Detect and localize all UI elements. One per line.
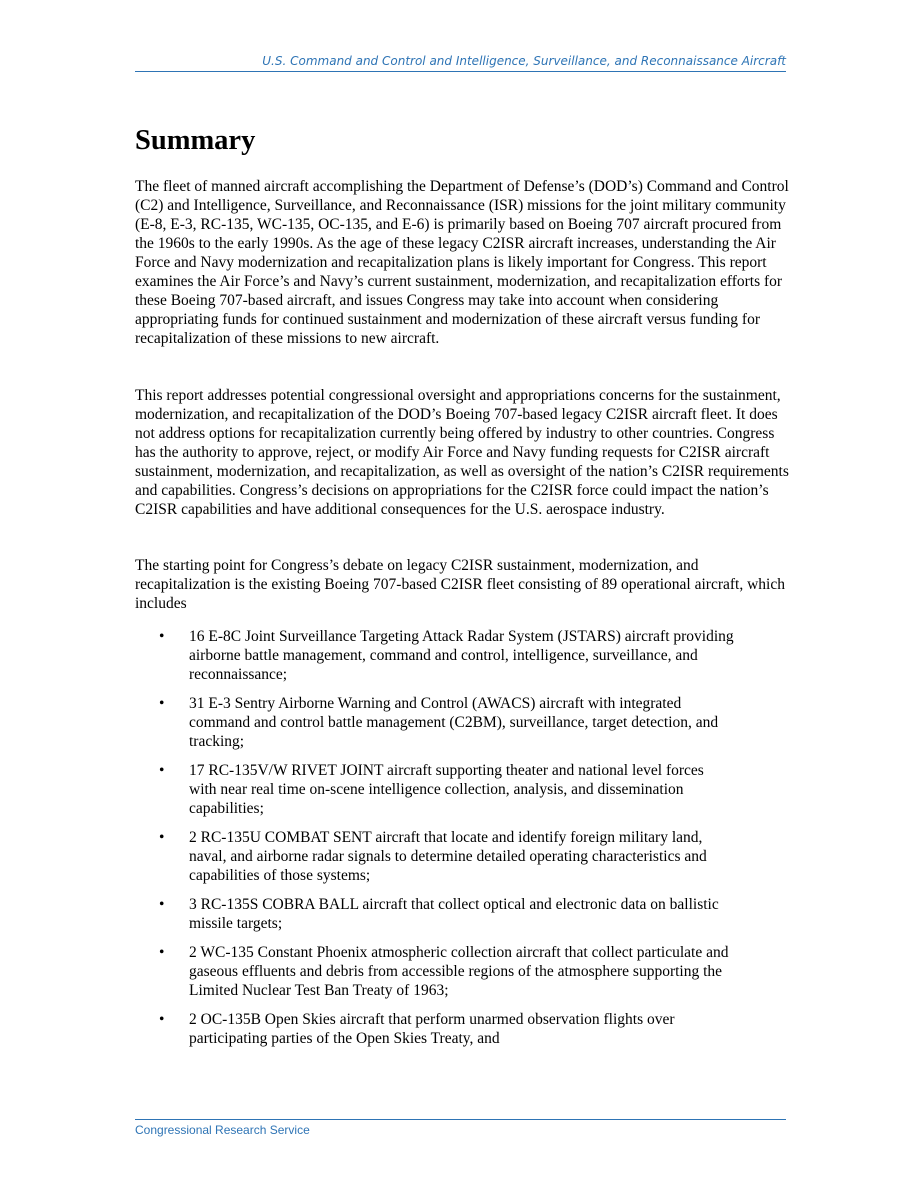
bullet-icon: • bbox=[159, 829, 165, 846]
aircraft-list bbox=[135, 627, 755, 1058]
bullet-icon: • bbox=[159, 896, 165, 913]
list-item-text: 16 E-8C Joint Surveillance Targeting Attack Radar System (JSTARS) aircraft providing airborne battle management, command and control, intelligence, surveillance, and reconnaissance; bbox=[189, 628, 734, 683]
list-item bbox=[135, 1010, 734, 1048]
bullet-icon: • bbox=[159, 1011, 165, 1028]
page-title: Summary bbox=[135, 125, 256, 156]
list-item-text: 2 OC-135B Open Skies aircraft that perform unarmed observation flights over participating parties of the Open Skies Treaty, and bbox=[189, 1011, 675, 1047]
list-item bbox=[135, 761, 734, 818]
paragraph-oversight: This report addresses potential congressional oversight and appropriations concerns for the sustainment, modernization, and recapitalization of the DOD’s Boeing 707-based legacy C2ISR aircraft fleet. It does not address options for recapitalization currently being offered by industry to other countries. Congress has the authority to approve, reject, or modify Air Force and Navy funding requests for C2ISR aircraft sustainment, modernization, and recapitalization, as well as oversight of the nation’s C2ISR requirements and capabilities. Congress’s decisions on appropriations for the C2ISR force could impact the nation’s C2ISR capabilities and have additional consequences for the U.S. aerospace industry. bbox=[135, 387, 789, 518]
list-item-text: 31 E-3 Sentry Airborne Warning and Control (AWACS) aircraft with integrated command and control battle management (C2BM), surveillance, target detection, and tracking; bbox=[189, 695, 719, 750]
list-item bbox=[135, 828, 734, 885]
list-item-text: 17 RC-135V/W RIVET JOINT aircraft supporting theater and national level forces with near real time on-scene intelligence collection, analysis, and dissemination capabilities; bbox=[189, 762, 704, 817]
list-item-text: 2 WC-135 Constant Phoenix atmospheric collection aircraft that collect particulate and gaseous effluents and debris from accessible regions of the atmosphere supporting the Limited Nuclear Test Ban Treaty of 1963; bbox=[189, 944, 729, 999]
bullet-icon: • bbox=[159, 628, 165, 645]
list-item bbox=[135, 627, 734, 684]
bullet-icon: • bbox=[159, 944, 165, 961]
list-item-text: 3 RC-135S COBRA BALL aircraft that collect optical and electronic data on ballistic missile targets; bbox=[189, 896, 719, 932]
footer bbox=[135, 1119, 786, 1137]
list-item bbox=[135, 943, 734, 1000]
paragraph-fleet-overview: The fleet of manned aircraft accomplishing the Department of Defense’s (DOD’s) Command and Control (C2) and Intelligence, Surveillance, and Reconnaissance (ISR) missions for the joint military community (E-8, E-3, RC-135, WC-135, OC-135, and E-6) is primarily based on Boeing 707 aircraft procured from the 1960s to the early 1990s. As the age of these legacy C2ISR aircraft increases, understanding the Air Force and Navy modernization and recapitalization plans is likely important for Congress. This report examines the Air Force’s and Navy’s current sustainment, modernization, and recapitalization efforts for these Boeing 707-based aircraft, and issues Congress may take into account when considering appropriating funds for continued sustainment and modernization of these aircraft versus funding for recapitalization of these missions to new aircraft. bbox=[135, 178, 789, 347]
list-item-text: 2 RC-135U COMBAT SENT aircraft that locate and identify foreign military land, naval, and airborne radar signals to determine detailed operating characteristics and capabilities of those systems; bbox=[189, 829, 707, 884]
bullet-icon: • bbox=[159, 762, 165, 779]
paragraph-starting-point: The starting point for Congress’s debate on legacy C2ISR sustainment, modernization, and recapitalization is the existing Boeing 707-based C2ISR fleet consisting of 89 operational aircraft, which includes bbox=[135, 557, 785, 612]
running-header: U.S. Command and Control and Intelligence, Surveillance, and Reconnaissance Aircraft bbox=[135, 54, 786, 72]
list-item bbox=[135, 694, 734, 751]
footer-organization: Congressional Research Service bbox=[135, 1123, 310, 1137]
list-item bbox=[135, 895, 734, 933]
bullet-icon: • bbox=[159, 695, 165, 712]
